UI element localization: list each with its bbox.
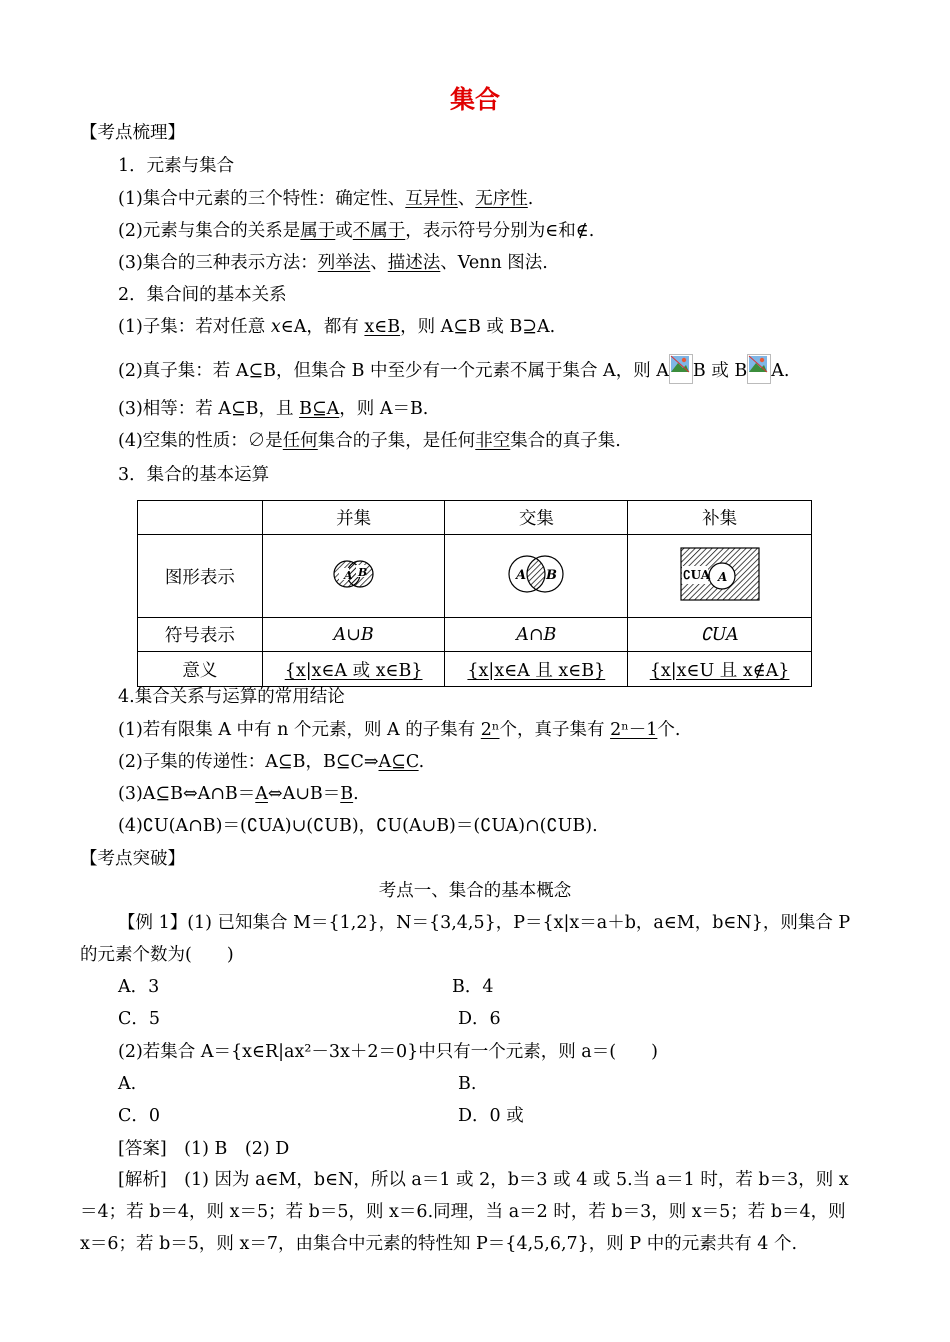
- q2-option-d: D．0 或: [458, 1106, 524, 1126]
- analysis-line2: ＝4；若 b＝4，则 x＝5；若 b＝5，则 x＝6.同理，当 a＝2 时，若 b＝3，则 x＝5；若 b＝4，则: [80, 1202, 846, 1222]
- table-cell: 意义: [138, 652, 263, 687]
- analysis-line3: x＝6；若 b＝5，则 x＝7，由集合中元素的特性知 P＝{4,5,6,7}，则 P 中的元素共有 4 个.: [80, 1234, 798, 1254]
- option-b: B．4: [452, 977, 494, 997]
- table-header-cell: 交集: [445, 501, 628, 535]
- table-row: [138, 535, 812, 618]
- s1-p2: (2)元素与集合的关系是属于或不属于，表示符号分别为∈和∉.: [118, 221, 595, 241]
- table-cell: ∁UA: [628, 618, 812, 652]
- q2-option-c: C．0: [118, 1106, 161, 1126]
- table-header-cell: 并集: [262, 501, 445, 535]
- venn-intersection-cell: [445, 535, 628, 618]
- table-header-cell: [138, 501, 263, 535]
- s1-p1: (1)集合中元素的三个特性：确定性、互异性、无序性.: [118, 189, 534, 209]
- table-cell: A∪B: [262, 618, 445, 652]
- broken-image-icon: [669, 354, 693, 384]
- q2-option-b: B.: [458, 1074, 477, 1094]
- s1-p3: (3)集合的三种表示方法：列举法、描述法、Venn 图法.: [118, 253, 548, 273]
- s4-heading: 4.集合关系与运算的常用结论: [118, 687, 345, 707]
- venn-label-b: B: [546, 567, 558, 583]
- section-header-breakthrough: 【考点突破】: [80, 849, 185, 869]
- analysis-line1: [解析] (1) 因为 a∈M，b∈N，所以 a＝1 或 2，b＝3 或 4 或 5.当 a＝1 时，若 b＝3，则 x: [118, 1170, 849, 1190]
- example1-line2: 的元素个数为( ): [80, 945, 234, 965]
- option-c: C．5: [118, 1009, 161, 1029]
- table-cell: A∩B: [445, 618, 628, 652]
- table-cell: 符号表示: [138, 618, 263, 652]
- s4-p2: (2)子集的传递性：A⊆B，B⊆C⇒A⊆C.: [118, 752, 425, 772]
- venn-label-b: B: [357, 565, 367, 579]
- section-header-summary: 【考点梳理】: [80, 123, 185, 143]
- subsection-title: 考点一、集合的基本概念: [378, 881, 572, 901]
- table-cell: {x|x∈A 或 x∈B}: [262, 652, 445, 687]
- table-row: [138, 501, 812, 535]
- option-d: D．6: [458, 1009, 501, 1029]
- s2-heading: 2．集合间的基本关系: [118, 285, 287, 305]
- s2-p4: (4)空集的性质：∅是任何集合的子集，是任何非空集合的真子集.: [118, 431, 621, 451]
- table-cell: {x|x∈U 且 x∉A}: [628, 652, 812, 687]
- q2-option-a: A.: [118, 1074, 137, 1094]
- s2-p1: (1)子集：若对任意 x∈A，都有 x∈B，则 A⊆B 或 B⊇A.: [118, 317, 556, 337]
- table-cell: {x|x∈A 且 x∈B}: [445, 652, 628, 687]
- broken-image-icon: [747, 354, 771, 384]
- set-operations-table: [137, 500, 812, 687]
- answer-line: [答案] (1) B (2) D: [118, 1139, 290, 1159]
- s4-p1: (1)若有限集 A 中有 n 个元素，则 A 的子集有 2ⁿ个，真子集有 2ⁿ－1个.: [118, 720, 681, 740]
- s1-heading: 1．元素与集合: [118, 156, 235, 176]
- venn-complement-cell: [628, 535, 812, 618]
- s3-heading: 3．集合的基本运算: [118, 465, 270, 485]
- table-row: [138, 618, 812, 652]
- table-row: [138, 652, 812, 687]
- venn-label-a: A: [516, 567, 527, 583]
- example1-q2: (2)若集合 A＝{x∈R|ax²－3x＋2＝0}中只有一个元素，则 a＝( ): [118, 1042, 658, 1062]
- table-header-cell: 补集: [628, 501, 812, 535]
- example1-line1: 【例 1】(1) 已知集合 M＝{1,2}，N＝{3,4,5}，P＝{x|x＝a＋b，a∈M，b∈N}，则集合 P: [118, 913, 851, 933]
- page-title: 集合: [449, 85, 500, 114]
- s2-p2: (2)真子集：若 A⊆B，但集合 B 中至少有一个元素不属于集合 A，则 A B 或 B A.: [118, 354, 789, 384]
- venn-union-cell: [262, 535, 445, 618]
- s4-p4: (4)∁U(A∩B)＝(∁UA)∪(∁UB)，∁U(A∪B)＝(∁UA)∩(∁UB).: [118, 816, 598, 836]
- venn-union-diagram: [324, 554, 384, 594]
- venn-intersection-diagram: [501, 552, 571, 596]
- table-cell: 图形表示: [138, 535, 263, 618]
- venn-label-a: A: [717, 569, 727, 584]
- venn-label-a: A: [343, 568, 353, 582]
- venn-label-cu: ∁UA: [682, 567, 710, 582]
- option-a: A．3: [118, 977, 160, 997]
- venn-complement-diagram: [680, 546, 760, 602]
- s4-p3: (3)A⊆B⇔A∩B＝A⇔A∪B＝B.: [118, 784, 359, 804]
- s2-p3: (3)相等：若 A⊆B，且 B⊆A，则 A＝B.: [118, 399, 429, 419]
